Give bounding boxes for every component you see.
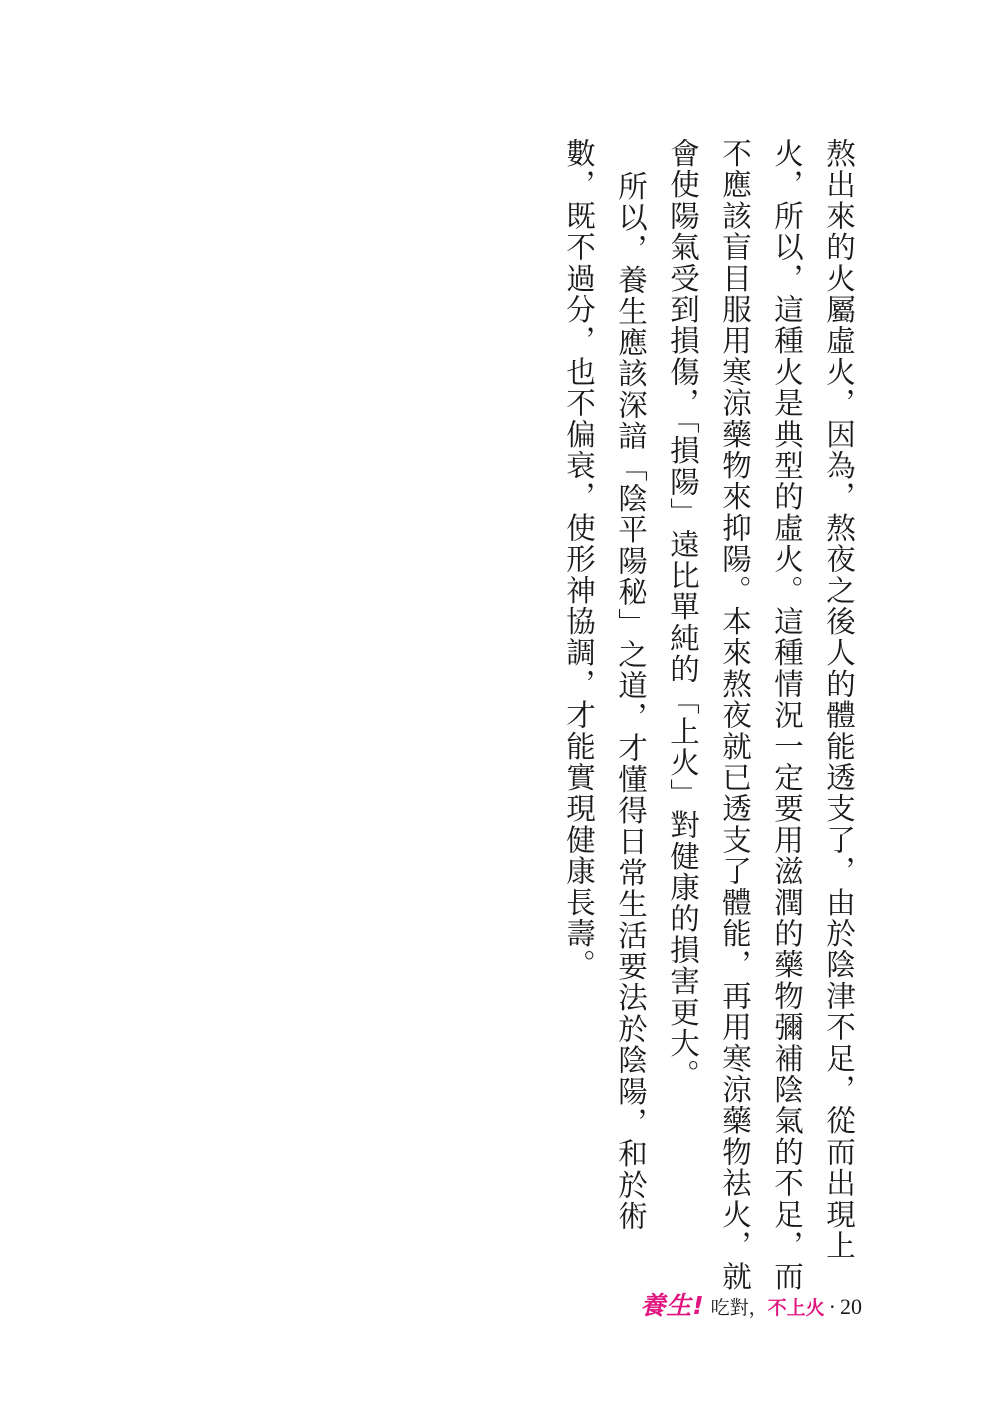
book-title-brand: 養生! xyxy=(640,1291,705,1320)
text-line: 火，所以，這種火是典型的虛火。這種情況一定要用滋潤的藥物彌補陰氣的不足，而 xyxy=(770,138,804,1293)
page-footer xyxy=(640,1286,862,1322)
text-line: 熬出來的火屬虛火，因為，熬夜之後人的體能透支了，由於陰津不足，從而出現上 xyxy=(822,138,856,1262)
footer-separator: · xyxy=(828,1294,836,1319)
text-line: 所以，養生應該深諳「陰平陽秘」之道，才懂得日常生活要法於陰陽，和於術 xyxy=(614,171,648,1232)
book-title-accent: 不上火 xyxy=(767,1297,825,1319)
vertical-text-block xyxy=(553,138,865,1293)
page-number: 20 xyxy=(840,1294,862,1319)
text-line: 數，既不過分，也不偏衰，使形神協調，才能實現健康長壽。 xyxy=(562,138,596,981)
book-title-text: 吃對， xyxy=(710,1297,768,1319)
text-line: 不應該盲目服用寒涼藥物來抑陽。本來熬夜就已透支了體能，再用寒涼藥物祛火，就 xyxy=(718,138,752,1293)
text-line: 會使陽氣受到損傷，「損陽」遠比單純的「上火」對健康的損害更大。 xyxy=(666,138,700,1091)
